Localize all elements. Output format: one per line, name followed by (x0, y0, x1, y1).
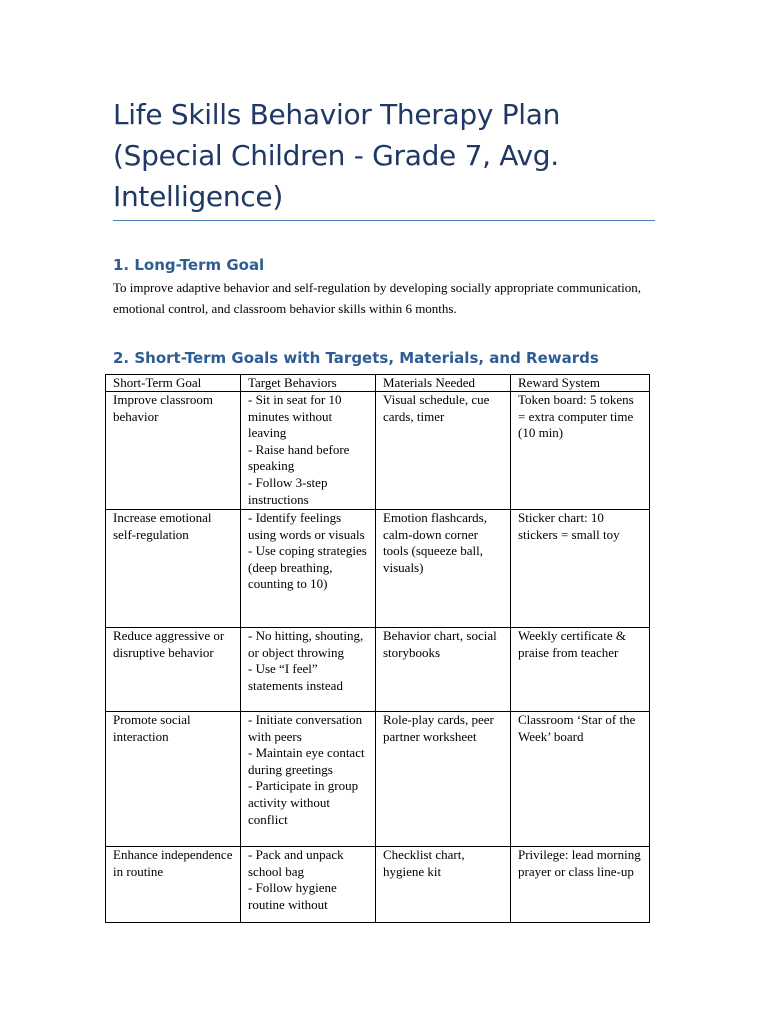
table-row (106, 628, 650, 712)
document-title: Life Skills Behavior Therapy Plan (Special Children - Grade 7, Avg. Intelligence) (113, 98, 561, 213)
materials-cell: Role-play cards, peer partner worksheet (376, 712, 511, 847)
title-divider (113, 220, 655, 221)
short-term-goals-heading: 2. Short-Term Goals with Targets, Materials, and Rewards (113, 349, 599, 367)
materials-cell: Behavior chart, social storybooks (376, 628, 511, 712)
long-term-goal-heading: 1. Long-Term Goal (113, 256, 265, 274)
table-row (106, 712, 650, 847)
goal-cell: Enhance independence in routine (106, 847, 241, 923)
column-header-reward: Reward System (511, 375, 650, 392)
table-row (106, 510, 650, 628)
materials-cell: Visual schedule, cue cards, timer (376, 392, 511, 510)
reward-cell: Weekly certificate & praise from teacher (511, 628, 650, 712)
goal-cell: Promote social interaction (106, 712, 241, 847)
goal-cell: Increase emotional self-regulation (106, 510, 241, 628)
column-header-targets: Target Behaviors (241, 375, 376, 392)
goal-cell: Reduce aggressive or disruptive behavior (106, 628, 241, 712)
goal-cell: Improve classroom behavior (106, 392, 241, 510)
reward-cell: Sticker chart: 10 stickers = small toy (511, 510, 650, 628)
reward-cell: Token board: 5 tokens = extra computer time (10 min) (511, 392, 650, 510)
targets-cell: - Pack and unpack school bag - Follow hygiene routine without (241, 847, 376, 923)
table-row (106, 392, 650, 510)
table-header-row (106, 375, 650, 392)
long-term-goal-text: To improve adaptive behavior and self-regulation by developing socially appropriate communication, emotional control, and classroom behavior skills within 6 months. (113, 280, 641, 316)
reward-cell: Classroom ‘Star of the Week’ board (511, 712, 650, 847)
column-header-materials: Materials Needed (376, 375, 511, 392)
short-term-goals-table (105, 374, 650, 923)
targets-cell: - Sit in seat for 10 minutes without leaving - Raise hand before speaking - Follow 3-step instructions (241, 392, 376, 510)
reward-cell: Privilege: lead morning prayer or class line-up (511, 847, 650, 923)
targets-cell: - Identify feelings using words or visuals - Use coping strategies (deep breathing, counting to 10) (241, 510, 376, 628)
column-header-goal: Short-Term Goal (106, 375, 241, 392)
targets-cell: - Initiate conversation with peers - Maintain eye contact during greetings - Participate in group activity without conflict (241, 712, 376, 847)
materials-cell: Checklist chart, hygiene kit (376, 847, 511, 923)
targets-cell: - No hitting, shouting, or object throwing - Use “I feel” statements instead (241, 628, 376, 712)
materials-cell: Emotion flashcards, calm-down corner tools (squeeze ball, visuals) (376, 510, 511, 628)
table-row (106, 847, 650, 923)
